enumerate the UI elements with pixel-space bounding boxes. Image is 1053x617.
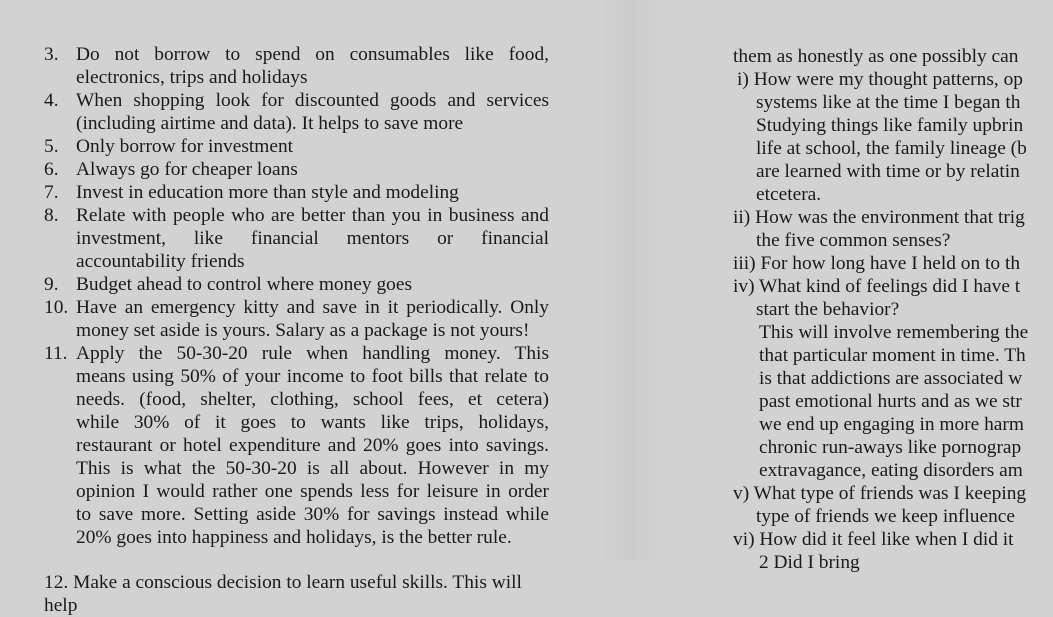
text-line: Always go for cheaper loans: [76, 159, 298, 180]
book-gutter: [600, 0, 660, 560]
item-number: 7.: [44, 182, 59, 203]
item-number: 5.: [44, 136, 59, 157]
text-line: opinion I would rather one spends less for leisure in order: [76, 481, 549, 502]
text-line: Studying things like family upbrin: [756, 115, 1024, 136]
text-line: Have an emergency kitty and save in it periodically. Only: [76, 297, 549, 318]
text-line: start the behavior?: [756, 299, 900, 320]
text-line: This will involve remembering the: [759, 322, 1029, 343]
item-text: [76, 204, 549, 273]
text-line: iii) For how long have I held on to th: [733, 253, 1021, 274]
text-line: etcetera.: [756, 184, 822, 205]
text-line: Invest in education more than style and modeling: [76, 182, 459, 203]
item-text: [76, 158, 549, 181]
text-line: type of friends we keep influence: [756, 506, 1015, 527]
item-text: [76, 273, 549, 296]
item-text: [76, 181, 549, 204]
text-line: electronics, trips and holidays: [76, 67, 308, 88]
list-item: [44, 296, 549, 342]
text-line: means using 50% of your income to foot bills that relate to: [76, 366, 549, 387]
item-number: 4.: [44, 90, 59, 111]
text-line: Apply the 50-30-20 rule when handling money. This: [76, 343, 549, 364]
item-text: [76, 342, 549, 549]
text-line: investment, like financial mentors or financial: [76, 228, 549, 249]
text-line: the five common senses?: [756, 230, 951, 251]
text-line: (including airtime and data). It helps to save more: [76, 113, 464, 134]
cut-off-line: 12. Make a conscious decision to learn useful skills. This will help: [44, 572, 522, 616]
text-line: past emotional hurts and as we str: [759, 391, 1022, 412]
cut-off-line: 2 Did I bring: [759, 552, 860, 573]
text-line: Budget ahead to control where money goes: [76, 274, 413, 295]
list-item: [44, 43, 549, 89]
text-line: Do not borrow to spend on consumables like food,: [76, 44, 549, 65]
text-line: restaurant or hotel expenditure and 20% goes into savings.: [76, 435, 549, 456]
text-line: ii) How was the environment that trig: [733, 207, 1025, 228]
item-number: 6.: [44, 159, 59, 180]
text-line: 20% goes into happiness and holidays, is the better rule.: [76, 527, 512, 548]
text-line: systems like at the time I began th: [756, 92, 1021, 113]
text-line: extravagance, eating disorders am: [759, 460, 1023, 481]
left-page: [44, 43, 549, 616]
text-line: are learned with time or by relatin: [756, 161, 1020, 182]
right-page: [733, 45, 1053, 605]
list-item: [44, 273, 549, 296]
item-number: 9.: [44, 274, 59, 295]
text-line: vi) How did it feel like when I did it: [733, 529, 1014, 550]
list-item: [44, 181, 549, 204]
text-line: iv) What kind of feelings did I have t: [733, 276, 1021, 297]
text-line: life at school, the family lineage (b: [756, 138, 1027, 159]
text-line: to save more. Setting aside 30% for savings instead while: [76, 504, 549, 525]
list-item: [44, 204, 549, 273]
list-item: [44, 89, 549, 135]
text-line: chronic run-aways like pornograp: [759, 437, 1022, 458]
question-list: [733, 45, 1053, 574]
item-number: 10.: [44, 297, 69, 318]
text-line: v) What type of friends was I keeping: [733, 483, 1027, 504]
text-line: that particular moment in time. Th: [759, 345, 1026, 366]
text-line: needs. (food, shelter, clothing, school fees, et cetera): [76, 389, 549, 410]
item-number: 11.: [44, 343, 68, 364]
item-text: [76, 89, 549, 135]
text-line: Only borrow for investment: [76, 136, 294, 157]
text-line: Relate with people who are better than you in business and: [76, 205, 549, 226]
item-number: 3.: [44, 44, 59, 65]
text-line: This is what the 50-30-20 is all about. However in my: [76, 458, 549, 479]
list-item: [44, 342, 549, 549]
text-line: while 30% of it goes to wants like trips, holidays,: [76, 412, 549, 433]
item-number: 8.: [44, 205, 59, 226]
item-text: [76, 135, 549, 158]
text-line: money set aside is yours. Salary as a package is not yours!: [76, 320, 530, 341]
text-line: i) How were my thought patterns, op: [737, 69, 1023, 90]
text-line: When shopping look for discounted goods and services: [76, 90, 549, 111]
list-item: [44, 158, 549, 181]
numbered-list: [44, 43, 549, 549]
text-line: them as honestly as one possibly can: [733, 46, 1019, 67]
text-line: we end up engaging in more harm: [759, 414, 1024, 435]
item-text: [76, 296, 549, 342]
list-item: [44, 135, 549, 158]
text-line: is that addictions are associated w: [759, 368, 1023, 389]
item-text: [76, 43, 549, 89]
text-line: accountability friends: [76, 251, 245, 272]
